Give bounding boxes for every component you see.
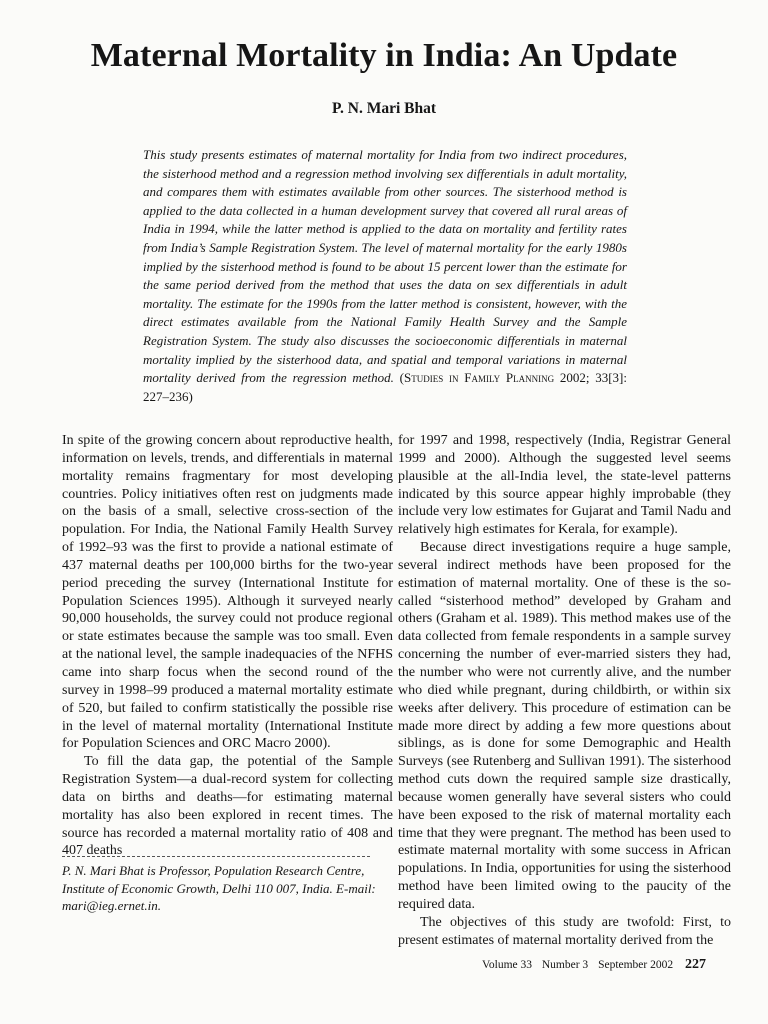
- page-number: 227: [685, 957, 706, 972]
- right-column: [398, 432, 731, 949]
- author-name: P. N. Mari Bhat: [331, 100, 437, 117]
- abstract-text: This study presents estimates of maternal mortality for India from two indirect procedures, the sisterhood method and a regression method involving sex differentials in adult mortality, and compares them with estimates available from other sources. The sisterhood method is applied to the data collected in a human development survey that covered all rural areas of India in 1994, while the latter method is applied to the data on mortality and fertility rates from India’s Sample Registration System. The level of maternal mortality for the early 1980s implied by the sisterhood method is found to be about 15 percent lower than the estimate for the same period derived from the method that uses the data on sex differentials in adult mortality. The estimate for the 1990s from the latter method is consistent, however, with the direct estimates available from the National Family Health Survey and the Sample Registration System. The study also discusses the socioeconomic differentials in maternal mortality implied by the sisterhood data, and spatial and temporal variations in maternal mortality derived from the regression method.: [143, 147, 627, 386]
- citation-details: 2002; 33[3]: 227–236): [143, 370, 627, 404]
- author-footnote: P. N. Mari Bhat is Professor, Population Research Centre, Institute of Economic Growth, Delhi 110 007, India. E-mail: mari@ieg.ernet.in.: [62, 863, 376, 913]
- footer-date: September 2002: [598, 959, 674, 971]
- running-footer: [475, 957, 706, 973]
- footnote-divider: [62, 856, 370, 857]
- footer-volume: Volume 33: [482, 959, 532, 971]
- footer-number: Number 3: [541, 959, 589, 971]
- citation-journal: Studies in Family Planning: [404, 370, 555, 386]
- left-column: [62, 432, 393, 860]
- paper-title: Maternal Mortality in India: An Update: [90, 37, 678, 74]
- body-paragraph: The objectives of this study are twofold: First, to present estimates of maternal mortality derived from the: [398, 914, 731, 948]
- body-paragraph: for 1997 and 1998, respectively (India, Registrar General 1999 and 2000). Although the suggested level seems plausible at the all-India level, the state-level patterns indicated by this source appear highly improbable (they include very low estimates for Gujarat and Tamil Nadu and relatively high estimates for Kerala, for example).: [398, 433, 731, 538]
- body-paragraph: Because direct investigations require a huge sample, several indirect methods have been proposed for the estimation of maternal mortality. One of these is the so-called “sisterhood method” developed by Graham and others (Graham et al. 1989). This method makes use of the data collected from female respondents in a sample survey concerning the number of ever-married sisters they had, the number who were not currently alive, and the number who died while pregnant, during childbirth, or within six weeks after delivery. This procedure of estimation can be made more direct by adding a few more questions about siblings, as is done for some Demographic and Health Surveys (see Rutenberg and Sullivan 1991). The sisterhood method cuts down the required sample size drastically, because women generally have several sisters who could have been exposed to the risk of maternal mortality each time that they were pregnant. The method has been used to estimate maternal mortality with some success in African populations. In India, opportunities for using the sisterhood method have been limited owing to the paucity of the required data.: [398, 540, 731, 912]
- body-paragraph: To fill the data gap, the potential of the Sample Registration System—a dual-record system for collecting data on births and deaths—for estimating maternal mortality has also been explored in recent times. The source has recorded a maternal mortality ratio of 408 and 407 deaths: [62, 754, 393, 859]
- abstract: This study presents estimates of maternal mortality for India from two indirect procedures, the sisterhood method and a regression method involving sex differentials in adult mortality, and compares them with estimates available from other sources. The sisterhood method is applied to the data collected in a human development survey that covered all rural areas of India in 1994, while the latter method is applied to the data on mortality and fertility rates from India’s Sample Registration System. The level of maternal mortality for the early 1980s implied by the sisterhood method is found to be about 15 percent lower than the estimate for the same period derived from the method that uses the data on sex differentials in adult mortality. The estimate for the 1990s from the latter method is consistent, however, with the direct estimates available from the National Family Health Survey and the Sample Registration System. The study also discusses the socioeconomic differentials in maternal mortality implied by the sisterhood data, and spatial and temporal variations in maternal mortality derived from the regression method. (Studies in Family Planning 2002; 33[3]: 227–236): [143, 147, 627, 404]
- body-paragraph: In spite of the growing concern about reproductive health, information on levels, trends, and differentials in maternal mortality remains fragmentary for most developing countries. Policy initiatives often rest on judgments made on the basis of a small, selective cross-section of the population. For India, the National Family Health Survey of 1992–93 was the first to provide a national estimate of 437 maternal deaths per 100,000 births for the two-year period preceding the survey (International Institute for Population Sciences 1995). Although it surveyed nearly 90,000 households, the survey could not produce regional or state estimates because the sample was too small. Even at the national level, the sample inadequacies of the NFHS came into sharp focus when the second round of the survey in 1998–99 produced a maternal mortality estimate of 520, but failed to confirm statistically the possible rise in the level of maternal mortality (International Institute for Population Sciences and ORC Macro 2000).: [62, 433, 393, 752]
